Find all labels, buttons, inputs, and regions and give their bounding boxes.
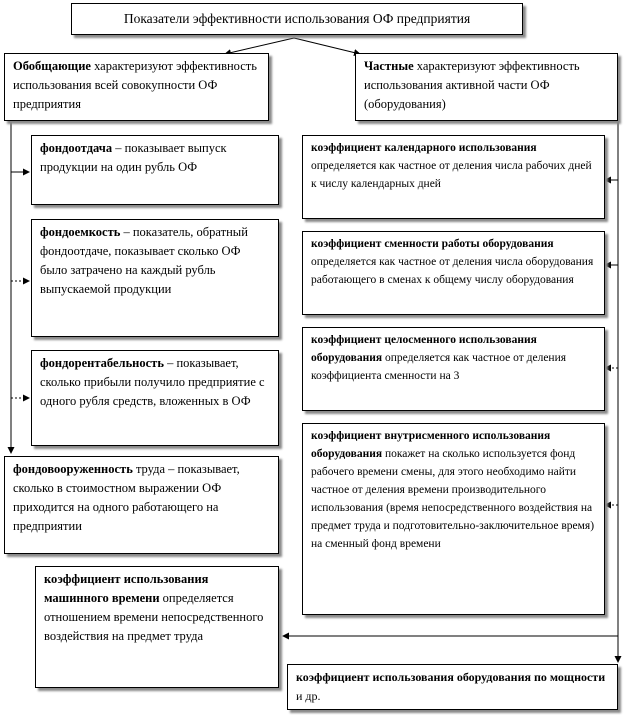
fondoemkost-term: фондоемкость: [40, 225, 121, 239]
fondootdacha-term: фондоотдача: [40, 141, 113, 155]
fondorentabelnost-text: – показывает, сколько прибыли получило предприятие с одного рубля средств, вложенных в ОФ: [40, 356, 265, 408]
intra-shift-use-text: покажет на сколько используется фонд рабочего времени смены, для этого необходимо найти частное от деления времени производительного использования (время непосредственного воздействия на предмет труда и подготовительно-заключительное время) на сменный фонд времени: [311, 448, 595, 550]
full-shift-use-term: коэффициент целосменного использования оборудования: [311, 334, 537, 364]
fondovooruzhennost-text: труда – показывает, сколько в стоимостном выражении ОФ приходится на одного работающего на предприятии: [13, 462, 240, 533]
power-use-box: [287, 664, 618, 710]
intra-shift-use-term: коэффициент внутрисменного использования оборудования: [311, 430, 551, 460]
particular-text: характеризуют эффективность использования активной части ОФ (оборудования): [364, 59, 580, 111]
calendar-use-term: коэффициент календарного использования: [311, 142, 537, 154]
fondoemkost-box: [31, 219, 279, 337]
full-shift-use-box: [302, 327, 605, 411]
machine-time-text: определяется отношением времени непосредственного воздействия на предмет труда: [44, 591, 264, 643]
general-text: характеризуют эффективность использования всей совокупности ОФ предприятия: [13, 59, 257, 111]
shift-ratio-box: [302, 231, 605, 315]
shift-ratio-text: определяется как частное от деления числа оборудования работающего в сменах к общему числу оборудования: [311, 256, 594, 286]
fondootdacha-box: [31, 135, 279, 205]
calendar-use-box: [302, 135, 605, 219]
full-shift-use-text: определяется как частное от деления коэффициента сменности на 3: [311, 352, 567, 382]
title-text: Показатели эффективности использования ОФ предприятия: [123, 11, 471, 26]
power-use-text: и др.: [296, 689, 321, 703]
particular-indicators-box: [355, 53, 618, 121]
fondorentabelnost-box: [31, 350, 279, 446]
power-use-term: коэффициент использования оборудования по мощности: [296, 670, 606, 684]
general-indicators-box: [4, 53, 269, 121]
shift-ratio-term: коэффициент сменности работы оборудования: [311, 238, 554, 250]
fondovooruzhennost-box: [4, 456, 279, 554]
machine-time-box: [35, 566, 279, 688]
calendar-use-text: определяется как частное от деления числа рабочих дней к числу календарных дней: [311, 160, 592, 190]
title-box: [71, 3, 523, 35]
machine-time-term: коэффициент использования машинного времени: [44, 572, 209, 605]
general-term: Обобщающие: [13, 59, 91, 73]
fondootdacha-text: – показывает выпуск продукции на один рубль ОФ: [40, 141, 227, 174]
fondorentabelnost-term: фондорентабельность: [40, 356, 164, 370]
intra-shift-use-box: [302, 423, 605, 615]
fondoemkost-text: – показатель, обратный фондоотдаче, показывает сколько ОФ было затрачено на каждый рубль выпускаемой продукции: [40, 225, 248, 296]
fondovooruzhennost-term: фондовооруженность: [13, 462, 133, 476]
particular-term: Частные: [364, 59, 414, 73]
